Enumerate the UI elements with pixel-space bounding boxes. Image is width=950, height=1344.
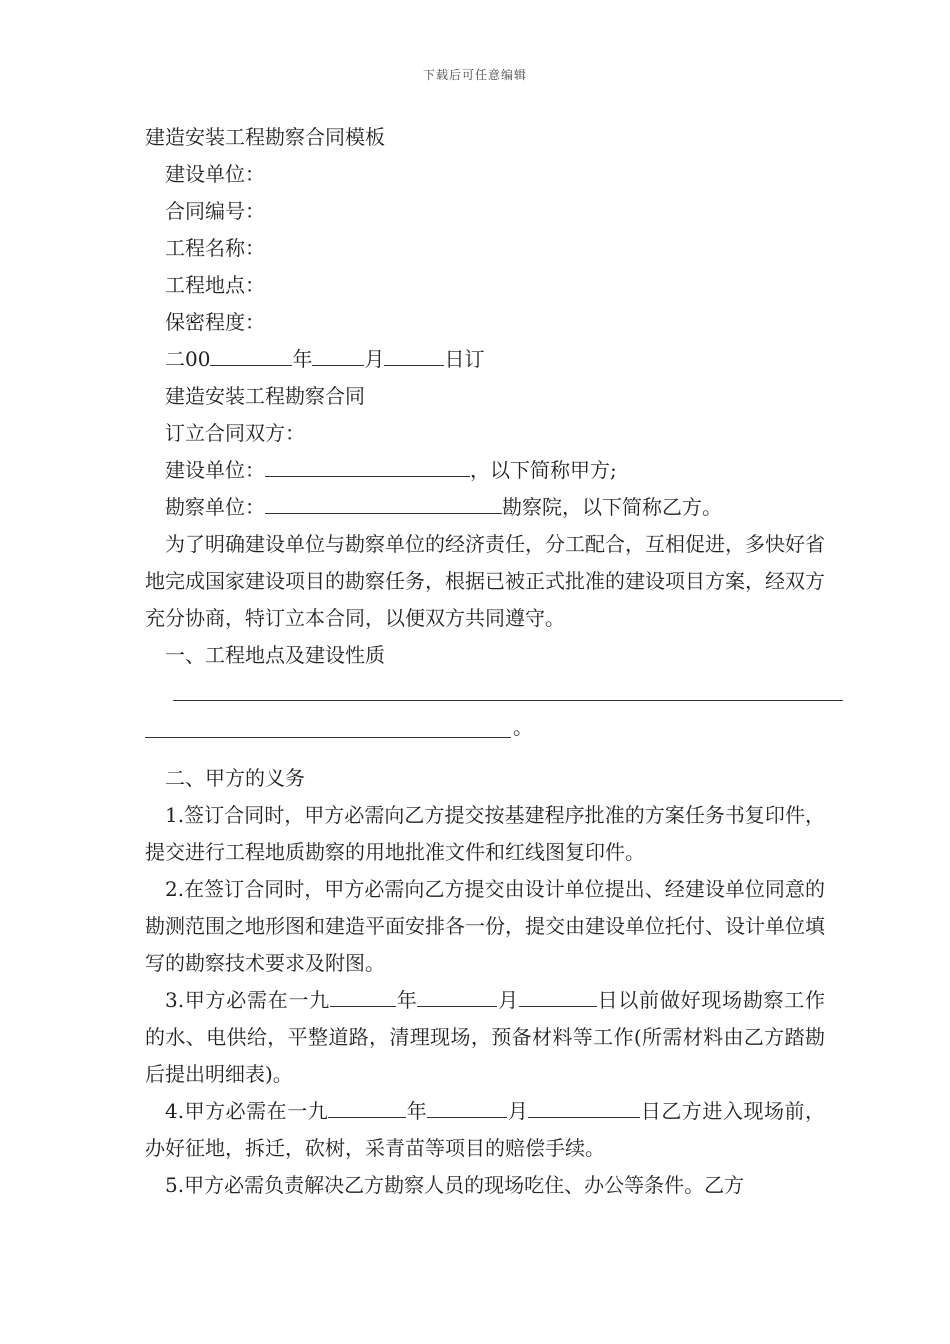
party-a-label: 建设单位： [165,458,265,482]
field-confidentiality: 保密程度： [165,310,265,334]
field-construction-unit: 建设单位： [165,162,265,186]
party-b-suffix: 勘察院，以下简称乙方。 [502,495,722,519]
item4-month-label: 月 [507,1099,529,1123]
item3-prefix: 3.甲方必需在一九 [165,988,330,1012]
section2-item-4 [145,1093,825,1167]
spacer [145,748,825,760]
section1-blank-line-1[interactable] [145,674,825,711]
party-a-line [145,452,825,489]
item4-rest: 日乙方进入现场前，办好征地，拆迁，砍树，采青苗等项目的赔偿手续。 [145,1099,826,1160]
item4-year-blank[interactable] [328,1093,406,1118]
underline [145,737,511,738]
month-blank[interactable] [312,341,364,366]
item3-year-blank[interactable] [330,982,396,1007]
date-suffix: 日订 [444,347,485,371]
underline [173,700,843,701]
document-title: 建造安装工程勘察合同模板 [145,125,385,149]
party-b-line [145,489,825,526]
date-prefix: 二00 [165,347,211,371]
section1-end-mark: 。 [513,715,533,739]
item4-prefix: 4.甲方必需在一九 [165,1099,329,1123]
year-blank[interactable] [210,341,292,366]
section2-item-2: 2.在签订合同时，甲方必需向乙方提交由设计单位提出、经建设单位同意的勘测范围之地形图和建造平面安排各一份，提交由建设单位托付、设计单位填写的勘察技术要求及附图。 [145,877,825,975]
item3-rest: 日以前做好现场勘察工作的水、电供给，平整道路，清理现场，预备材料等工作(所需材料由乙方踏勘后提出明细表)。 [145,988,826,1086]
day-blank[interactable] [384,341,444,366]
item4-year-label: 年 [406,1099,428,1123]
section2-item-5: 5.甲方必需负责解决乙方勘察人员的现场吃住、办公等条件。乙方 [165,1173,745,1197]
field-project-name: 工程名称： [165,236,265,260]
parties-heading: 订立合同双方： [165,421,305,445]
document-body [145,119,825,1204]
date-line [145,341,825,378]
section1-blank-line-2[interactable] [145,711,825,748]
date-year-label: 年 [292,347,313,371]
section2-item-1: 1.签订合同时，甲方必需向乙方提交按基建程序批准的方案任务书复印件，提交进行工程地质勘察的用地批准文件和红线图复印件。 [145,803,825,864]
item3-month-blank[interactable] [417,982,497,1007]
page-header: 下载后可任意编辑 [422,68,527,82]
item4-month-blank[interactable] [427,1093,507,1118]
field-contract-number: 合同编号： [165,199,265,223]
date-month-label: 月 [364,347,385,371]
intro-paragraph: 为了明确建设单位与勘察单位的经济责任，分工配合，互相促进，多快好省地完成国家建设项目的勘察任务，根据已被正式批准的建设项目方案，经双方充分协商，特订立本合同，以便双方共同遵守。 [145,532,825,630]
item3-year-label: 年 [395,988,418,1012]
item4-day-blank[interactable] [528,1093,640,1118]
item3-day-blank[interactable] [519,982,597,1007]
party-a-blank[interactable] [265,452,470,477]
party-b-label: 勘察单位： [165,495,265,519]
party-b-blank[interactable] [265,489,502,514]
item3-month-label: 月 [497,988,519,1012]
field-project-location: 工程地点： [165,273,265,297]
party-a-suffix: ，以下简称甲方; [470,458,617,482]
section1-heading: 一、工程地点及建设性质 [165,643,385,667]
section2-heading: 二、甲方的义务 [165,766,305,790]
section2-item-3 [145,982,825,1093]
contract-title: 建造安装工程勘察合同 [165,384,365,408]
